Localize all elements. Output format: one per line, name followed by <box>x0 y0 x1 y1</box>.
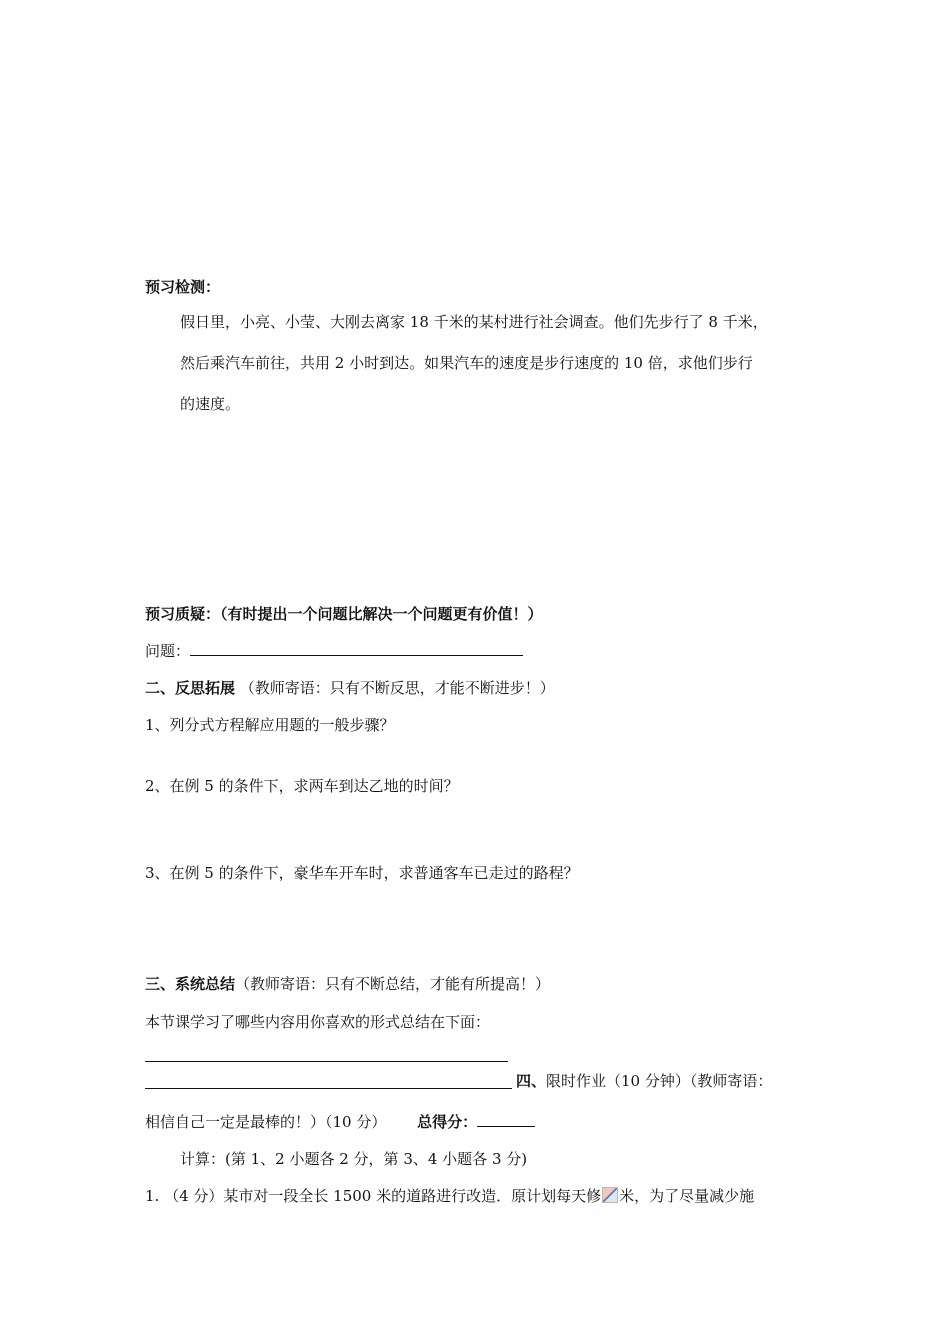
total-score-field[interactable] <box>477 1112 535 1127</box>
reflection-heading-row <box>145 678 555 698</box>
calc-note: 计算：(第 1、2 小题各 2 分，第 3、4 小题各 3 分) <box>180 1150 528 1168</box>
total-score-label: 总得分： <box>417 1113 478 1131</box>
summary-heading-row <box>145 974 550 994</box>
homework-line-2 <box>145 1112 535 1132</box>
summary-answer-line-1[interactable] <box>145 1061 508 1062</box>
formula-image-icon <box>602 1187 618 1203</box>
reflection-heading: 二、反思拓展 <box>145 679 236 697</box>
homework-heading-row <box>516 1071 772 1091</box>
problem-1-text-before: 1. （4 分）某市对一段全长 1500 米的道路进行改造．原计划每天修 <box>145 1187 602 1205</box>
questioning-heading: 预习质疑：（有时提出一个问题比解决一个问题更有价值！） <box>145 605 543 623</box>
reflection-item-2: 2、在例 5 的条件下，求两车到达乙地的时间？ <box>145 777 459 795</box>
homework-heading: 四、 <box>516 1072 547 1090</box>
summary-motto: （教师寄语：只有不断总结，才能有所提高！） <box>235 975 551 993</box>
preview-line-3: 的速度。 <box>180 395 241 413</box>
preview-line-2: 然后乘汽车前往，共用 2 小时到达。如果汽车的速度是步行速度的 10 倍，求他们步行 <box>180 354 753 372</box>
homework-motto-end: 相信自己一定是最棒的！）（10 分） <box>145 1113 387 1131</box>
question-answer-line[interactable] <box>190 641 523 656</box>
reflection-item-1: 1、列分式方程解应用题的一般步骤？ <box>145 716 395 734</box>
summary-heading: 三、系统总结 <box>145 975 236 993</box>
reflection-motto: （教师寄语：只有不断反思，才能不断进步！） <box>239 679 555 697</box>
preview-heading: 预习检测： <box>145 278 221 296</box>
question-row <box>145 641 523 661</box>
summary-prompt: 本节课学习了哪些内容用你喜欢的形式总结在下面： <box>145 1013 491 1031</box>
question-label: 问题： <box>145 642 191 660</box>
homework-title: 限时作业（10 分钟）（教师寄语： <box>546 1072 773 1090</box>
problem-1-text-after: 米，为了尽量减少施 <box>619 1187 755 1205</box>
reflection-item-3: 3、在例 5 的条件下，豪华车开车时，求普通客车已走过的路程？ <box>145 864 579 882</box>
problem-1 <box>145 1186 754 1206</box>
preview-line-1: 假日里，小亮、小莹、大刚去离家 18 千米的某村进行社会调查。他们先步行了 8 千米， <box>180 313 768 331</box>
summary-answer-line-2[interactable] <box>145 1088 512 1089</box>
